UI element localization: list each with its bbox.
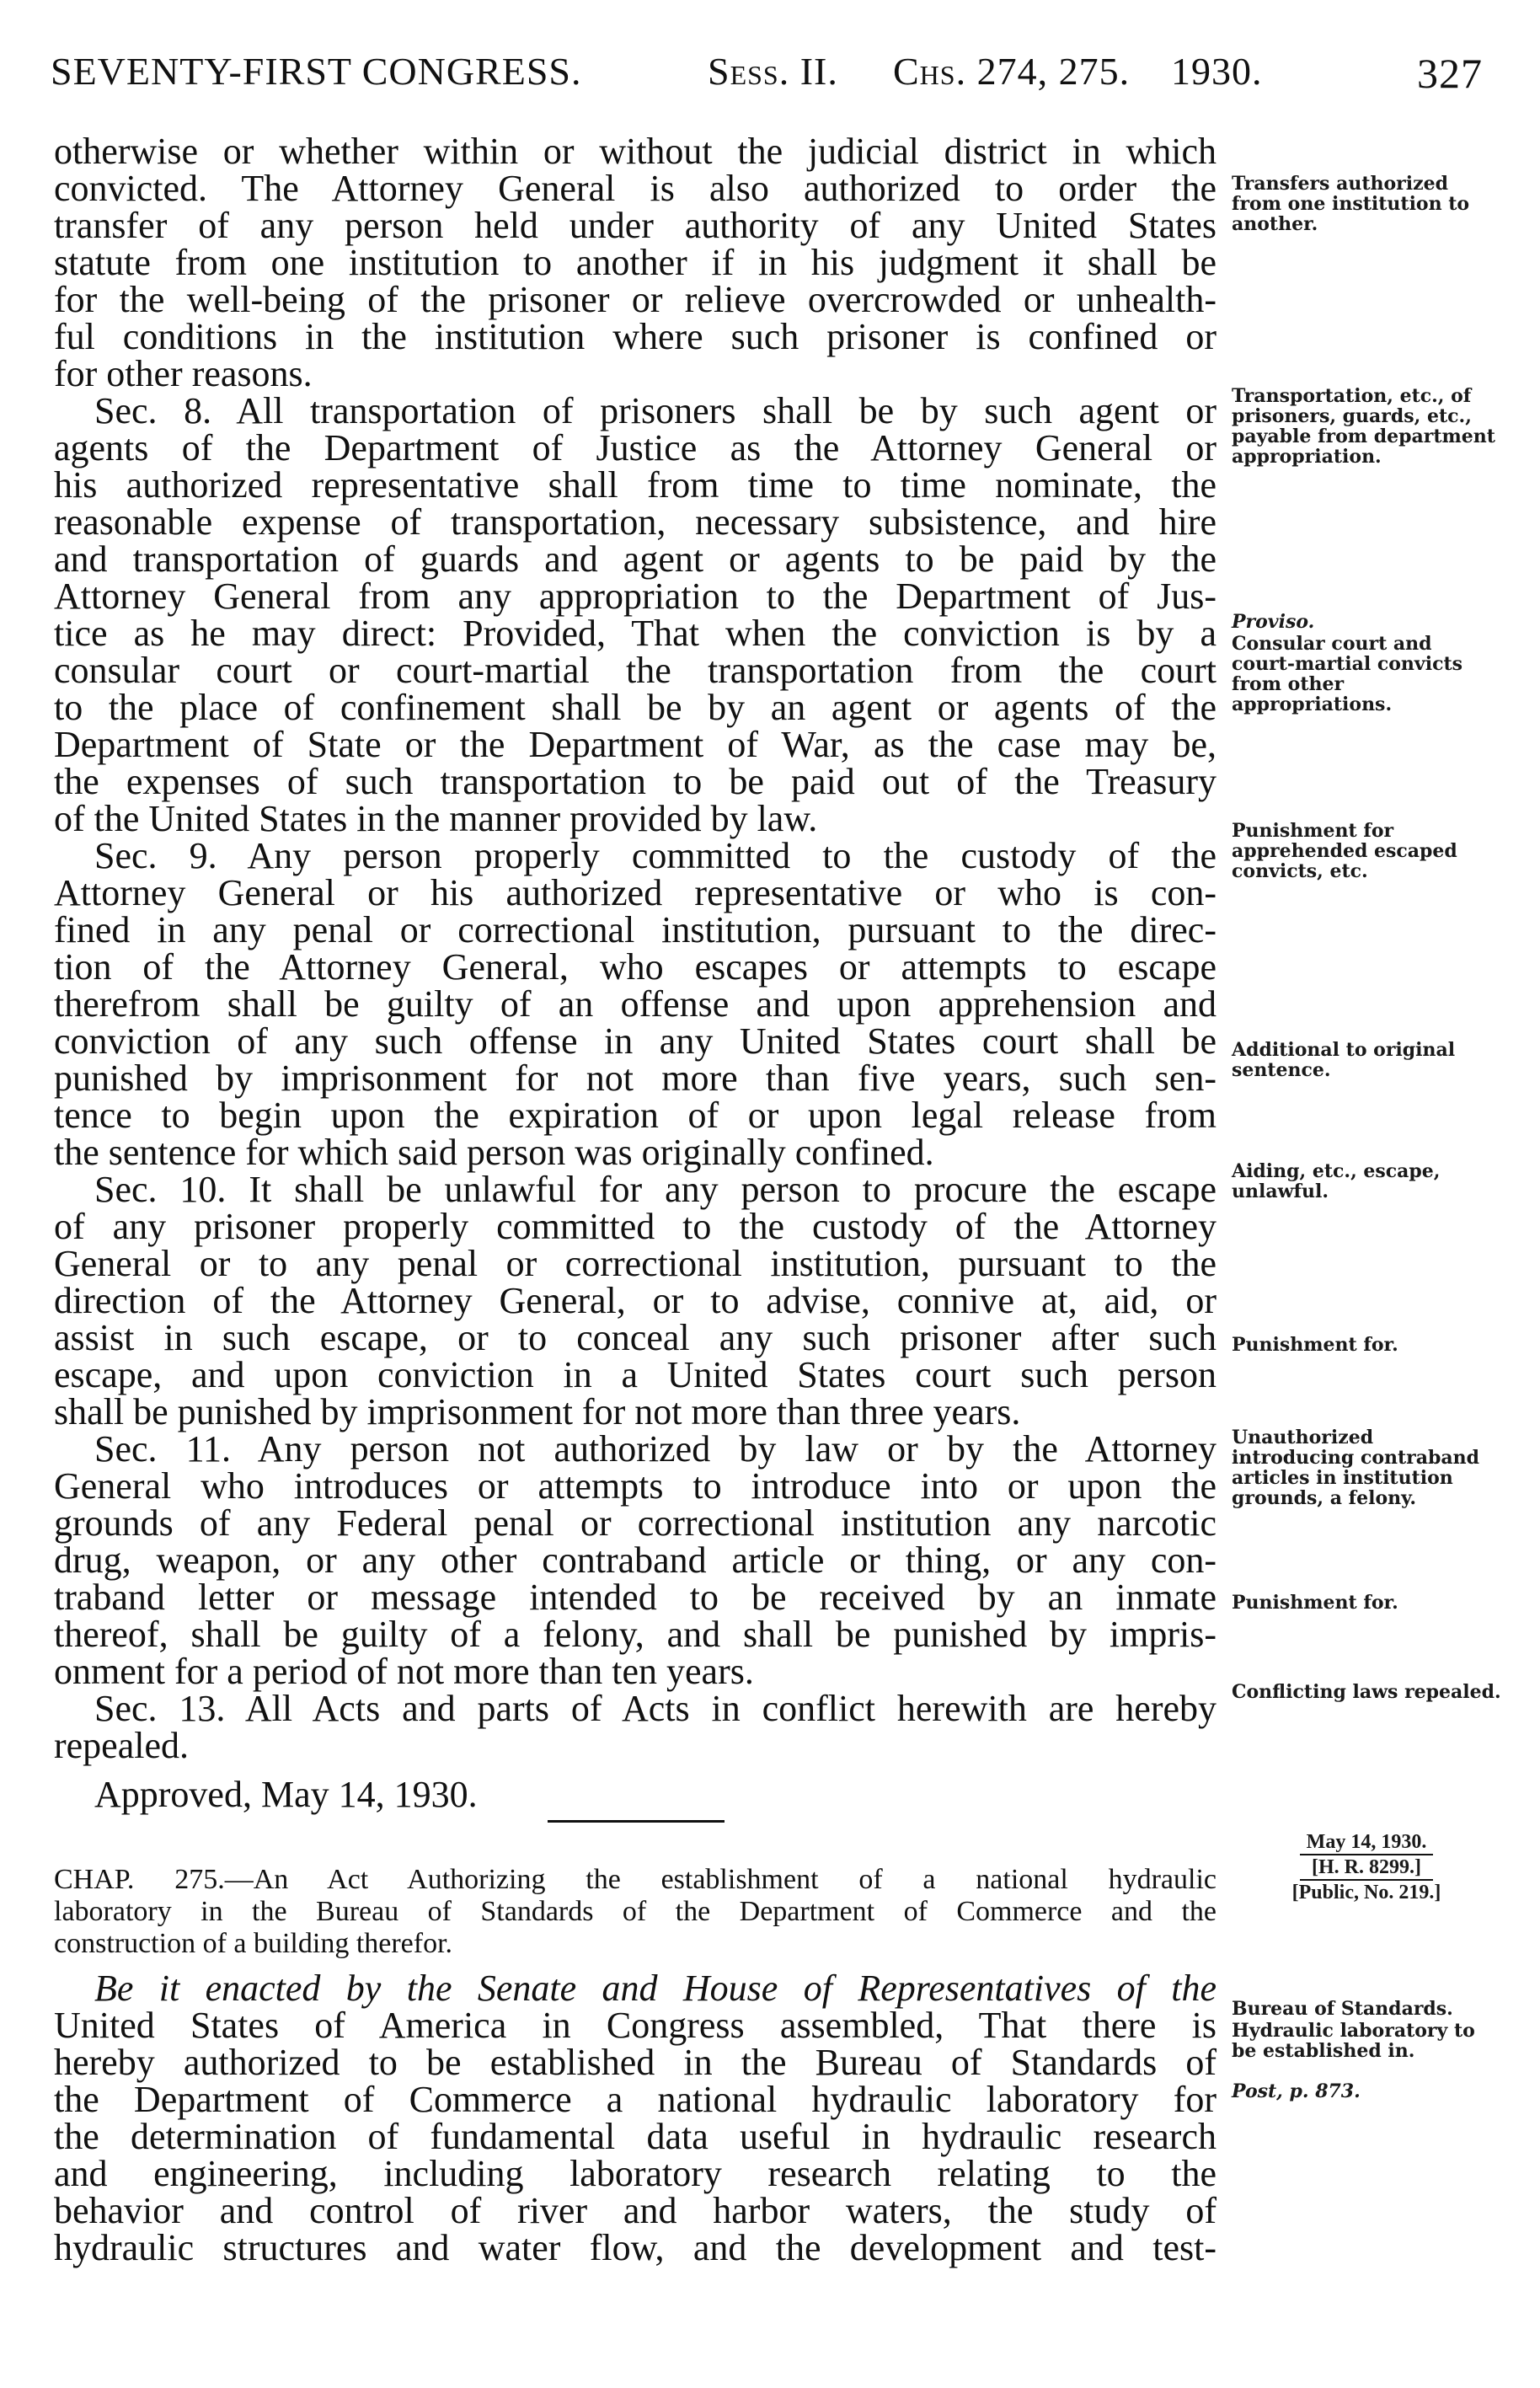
chapter-title	[54, 1864, 1216, 1960]
bill-number: [H. R. 8299.]	[1300, 1854, 1433, 1881]
body-line: consular court or court-martial the transportation from the court	[54, 650, 1216, 691]
enacting-line: behavior and control of river and harbor waters, the study of	[54, 2190, 1216, 2231]
body-line: conviction of any such offense in any United States court shall be	[54, 1020, 1216, 1062]
body-line: ful conditions in the institution where such prisoner is confined or	[54, 316, 1216, 357]
margin-note: Unauthorized introducing contraband articles in institution grounds, a felony.	[1232, 1427, 1480, 1509]
page-number: 327	[1417, 50, 1483, 97]
body-line: for the well-being of the prisoner or relieve overcrowded or unhealth-	[54, 279, 1216, 320]
margin-note: Bureau of Standards.	[1232, 1998, 1453, 2020]
body-line: drug, weapon, or any other contraband article or thing, or any con-	[54, 1539, 1216, 1581]
body-line: agents of the Department of Justice as the Attorney General or	[54, 427, 1216, 468]
margin-note-proviso: Proviso.	[1232, 611, 1315, 633]
body-line: Attorney General from any appropriation to the Department of Jus-	[54, 576, 1216, 617]
body-line: reasonable expense of transportation, necessary subsistence, and hire	[54, 501, 1216, 543]
chapter-divider	[548, 1820, 725, 1823]
enacting-line: Be it enacted by the Senate and House of Representatives of the	[94, 1968, 1216, 2009]
chapter-date: May 14, 1930.	[1306, 1831, 1427, 1853]
body-line: of any prisoner properly committed to the custody of the Attorney	[54, 1206, 1216, 1247]
body-line: transfer of any person held under authority of any United States	[54, 205, 1216, 246]
session-heading: Sess. II.	[708, 50, 838, 93]
section-9-start: Sec. 9. Any person properly committed to the custody of the	[94, 835, 1216, 876]
chapter-title-line: CHAP. 275.—An Act Authorizing the establishment of a national hydraulic	[54, 1864, 1216, 1895]
body-line: the sentence for which said person was originally confined.	[54, 1132, 934, 1173]
margin-note: Punishment for.	[1232, 1334, 1398, 1356]
body-line: punished by imprisonment for not more than five years, such sen-	[54, 1057, 1216, 1099]
section-8-start: Sec. 8. All transportation of prisoners shall be by such agent or	[94, 390, 1216, 431]
body-line: Attorney General or his authorized representative or who is con-	[54, 872, 1216, 913]
chapter-title-line: construction of a building therefor.	[54, 1928, 453, 1959]
body-line: therefrom shall be guilty of an offense and upon apprehension and	[54, 983, 1216, 1025]
enacting-line: hydraulic structures and water flow, and the development and test-	[54, 2227, 1216, 2268]
body-line: thereof, shall be guilty of a felony, and shall be punished by impris-	[54, 1614, 1216, 1655]
running-head	[51, 49, 1483, 99]
body-line: General or to any penal or correctional institution, pursuant to the	[54, 1243, 1216, 1284]
section-11-start: Sec. 11. Any person not authorized by law or by the Attorney	[94, 1428, 1216, 1470]
chapter-reference	[1232, 1830, 1501, 1904]
body-line: grounds of any Federal penal or correctional institution any narcotic	[54, 1502, 1216, 1544]
body-line: the expenses of such transportation to be paid out of the Treasury	[54, 761, 1216, 802]
enacting-line: hereby authorized to be established in the Bureau of Standards of	[54, 2042, 1216, 2083]
margin-note: Conflicting laws repealed.	[1232, 1681, 1501, 1703]
margin-note: Additional to original sentence.	[1232, 1039, 1456, 1081]
body-line: General who introduces or attempts to introduce into or upon the	[54, 1465, 1216, 1507]
public-law-number: [Public, No. 219.]	[1291, 1882, 1441, 1903]
body-line: shall be punished by imprisonment for not more than three years.	[54, 1391, 1021, 1432]
body-line: otherwise or whether within or without the judicial district in which	[54, 131, 1216, 172]
margin-note: Punishment for apprehended escaped convicts, etc.	[1232, 820, 1457, 882]
enacting-line: United States of America in Congress assembled, That there is	[54, 2005, 1216, 2046]
body-line: assist in such escape, or to conceal any such prisoner after such	[54, 1317, 1216, 1358]
body-line: fined in any penal or correctional institution, pursuant to the direc-	[54, 909, 1216, 950]
congress-heading: SEVENTY-FIRST CONGRESS.	[51, 50, 582, 93]
margin-note: Punishment for.	[1232, 1592, 1398, 1614]
enacting-line: the determination of fundamental data useful in hydraulic research	[54, 2116, 1216, 2157]
body-line: traband letter or message intended to be received by an inmate	[54, 1577, 1216, 1618]
margin-note: Consular court and court-martial convicts from other appropriations.	[1232, 633, 1463, 715]
body-line: tion of the Attorney General, who escapes or attempts to escape	[54, 946, 1216, 988]
body-line: and transportation of guards and agent or agents to be paid by the	[54, 538, 1216, 580]
body-line: of the United States in the manner provided by law.	[54, 798, 818, 839]
body-line: direction of the Attorney General, or to advise, connive at, aid, or	[54, 1280, 1216, 1321]
margin-note: Hydraulic laboratory to be established in.	[1232, 2020, 1475, 2062]
body-line: his authorized representative shall from time to time nominate, the	[54, 464, 1216, 506]
approval-date: Approved, May 14, 1930.	[94, 1774, 478, 1815]
body-line: repealed.	[54, 1725, 189, 1766]
enacting-line: and engineering, including laboratory research relating to the	[54, 2153, 1216, 2194]
margin-note: Post, p. 873.	[1232, 2080, 1361, 2102]
body-line: statute from one institution to another if in his judgment it shall be	[54, 242, 1216, 283]
body-line: tence to begin upon the expiration of or upon legal release from	[54, 1095, 1216, 1136]
chapters-heading: Chs. 274, 275.	[893, 50, 1131, 93]
chapter-title-line: laboratory in the Bureau of Standards of the Department of Commerce and the	[54, 1896, 1216, 1927]
body-line: to the place of confinement shall be by an agent or agents of the	[54, 687, 1216, 728]
section-13-start: Sec. 13. All Acts and parts of Acts in conflict herewith are hereby	[94, 1688, 1216, 1729]
margin-note: Transfers authorized from one institution to another.	[1232, 173, 1470, 235]
margin-note: Transportation, etc., of prisoners, guards, etc., payable from department appropriation.	[1232, 385, 1495, 468]
body-line: convicted. The Attorney General is also authorized to order the	[54, 168, 1216, 209]
body-line: escape, and upon conviction in a United States court such person	[54, 1354, 1216, 1395]
body-line: for other reasons.	[54, 353, 313, 394]
enacting-line: the Department of Commerce a national hydraulic laboratory for	[54, 2079, 1216, 2120]
margin-note: Aiding, etc., escape, unlawful.	[1232, 1160, 1441, 1202]
section-10-start: Sec. 10. It shall be unlawful for any person to procure the escape	[94, 1169, 1216, 1210]
body-line: onment for a period of not more than ten years.	[54, 1651, 754, 1692]
body-line: Department of State or the Department of War, as the case may be,	[54, 724, 1216, 765]
year-heading: 1930.	[1171, 50, 1263, 93]
proviso-line: tice as he may direct: Provided, That when the conviction is by a	[54, 613, 1216, 654]
